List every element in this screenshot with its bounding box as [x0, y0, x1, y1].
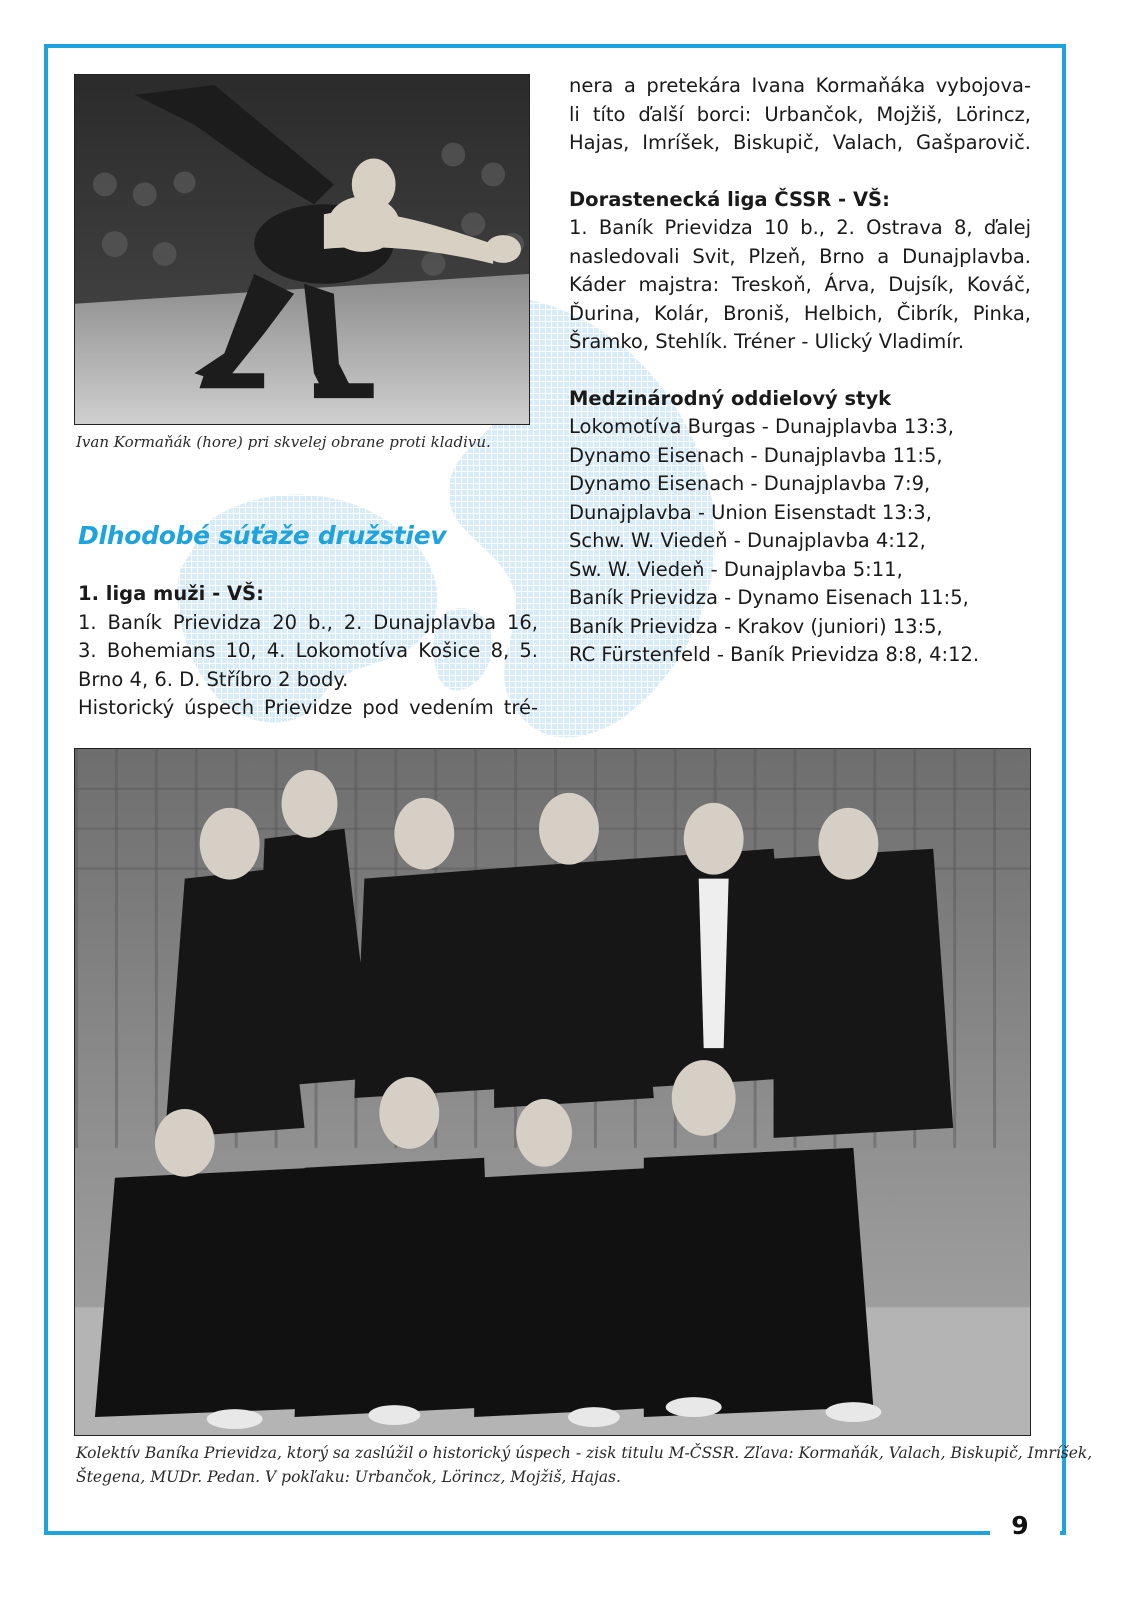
league-men-line: 1. Baník Prievidza 20 b., 2. Dunajplavba 16, — [78, 610, 538, 634]
team-photo-caption-line: Kolektív Baníka Prievidza, ktorý sa zaslúžil o historický úspech - zisk titulu M-ČSSR. Zľava: Kormaňák, Valach, Biskupič, Imríšek, — [76, 1444, 1093, 1462]
international-line: Sw. W. Viedeň - Dunajplavba 5:11, — [569, 557, 903, 581]
league-men-line: Brno 4, 6. D. Stříbro 2 body. — [78, 667, 349, 691]
right-column — [569, 72, 1031, 670]
league-men-line: Historický úspech Prievidze pod vedením tré- — [78, 696, 538, 719]
international-line: Dynamo Eisenach - Dunajplavba 7:9, — [569, 472, 931, 495]
international-heading: Medzinárodný oddielový styk — [569, 386, 892, 410]
junior-league-line: Káder majstra: Treskoň, Árva, Dujsík, Kováč, — [569, 273, 1031, 296]
team-photo-caption-line: Štegena, MUDr. Pedan. V pokľaku: Urbančok, Lörincz, Mojžiš, Hajas. — [76, 1468, 621, 1486]
league-men-block — [78, 580, 538, 723]
junior-league-line: Ďurina, Kolár, Broniš, Helbich, Čibrík, Pinka, — [569, 301, 1031, 325]
international-line: Dynamo Eisenach - Dunajplavba 11:5, — [569, 443, 943, 467]
league-men-line: 3. Bohemians 10, 4. Lokomotíva Košice 8, 5. — [78, 639, 538, 662]
section-title: Dlhodobé súťaže družstiev — [78, 521, 447, 550]
international-line: Baník Prievidza - Krakov (juniori) 13:5, — [569, 614, 943, 638]
junior-league-heading: Dorastenecká liga ČSSR - VŠ: — [569, 187, 890, 211]
international-line: Lokomotíva Burgas - Dunajplavba 13:3, — [569, 415, 954, 438]
continuation-line: Hajas, Imríšek, Biskupič, Valach, Gašparovič. — [569, 131, 1031, 154]
page-number: 9 — [1011, 1511, 1029, 1540]
continuation-line: li títo ďalší borci: Urbančok, Mojžiš, Lörincz, — [569, 102, 1031, 126]
wrestling-photo — [74, 74, 530, 425]
international-line: Schw. W. Viedeň - Dunajplavba 4:12, — [569, 529, 926, 552]
international-line: Baník Prievidza - Dynamo Eisenach 11:5, — [569, 586, 969, 609]
junior-league-line: 1. Baník Prievidza 10 b., 2. Ostrava 8, ďalej — [569, 216, 1031, 239]
junior-league-line: nasledovali Svit, Plzeň, Brno a Dunajplavba. — [569, 244, 1031, 268]
league-men-heading: 1. liga muži - VŠ: — [78, 582, 264, 605]
team-photo — [74, 748, 1031, 1436]
international-line: RC Fürstenfeld - Baník Prievidza 8:8, 4:12. — [569, 643, 980, 666]
international-line: Dunajplavba - Union Eisenstadt 13:3, — [569, 500, 932, 524]
team-photo-caption — [76, 1441, 1093, 1489]
junior-league-line: Šramko, Stehlík. Tréner - Ulický Vladimír. — [569, 330, 965, 353]
continuation-line: nera a pretekára Ivana Kormaňáka vybojova- — [569, 74, 1031, 97]
wrestling-photo-caption: Ivan Kormaňák (hore) pri skvelej obrane proti kladivu. — [76, 433, 491, 451]
